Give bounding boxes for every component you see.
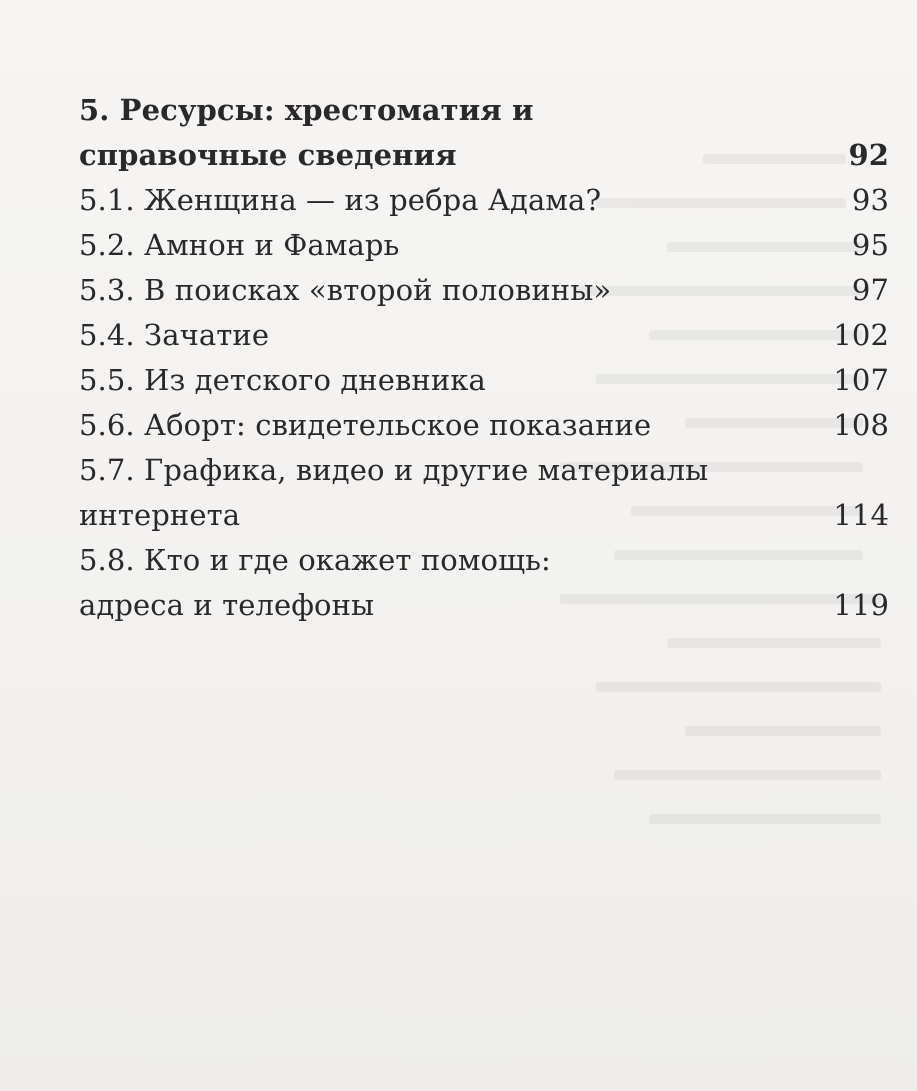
toc-entry-page: 107 [833,363,889,397]
toc-entry-page: 114 [833,498,889,532]
toc-entry [79,403,889,448]
toc-entry-page: 97 [851,273,889,307]
toc-entry-title: 5.2. Амнон и Фамарь [79,228,400,262]
toc-entry-title: 5.4. Зачатие [79,318,270,352]
toc-entry-page: 119 [833,588,889,622]
toc-entry [79,448,889,538]
toc-entry [79,538,889,628]
toc-entry-page: 108 [833,408,889,442]
toc-chapter-page: 92 [848,138,889,172]
toc-entry [79,178,889,223]
toc-entry-page: 95 [851,228,889,262]
toc-chapter-title: 5. Ресурсы: хрестоматия и справочные сведения [79,93,534,172]
table-of-contents [79,88,889,628]
toc-entry-title: 5.6. Аборт: свидетельское показание [79,408,652,442]
toc-entry-title: 5.8. Кто и где окажет помощь: адреса и телефоны [79,543,551,622]
toc-entry [79,268,889,313]
toc-entry-title: 5.5. Из детского дневника [79,363,486,397]
toc-entry-title: 5.1. Женщина — из ребра Адама? [79,183,602,217]
toc-entry-page: 93 [851,183,889,217]
toc-entry [79,223,889,268]
toc-entry [79,313,889,358]
toc-entry [79,358,889,403]
toc-chapter-5 [79,88,889,178]
toc-entry-title: 5.7. Графика, видео и другие материалы интернета [79,453,709,532]
toc-entry-page: 102 [833,318,889,352]
toc-entry-title: 5.3. В поисках «второй половины» [79,273,612,307]
